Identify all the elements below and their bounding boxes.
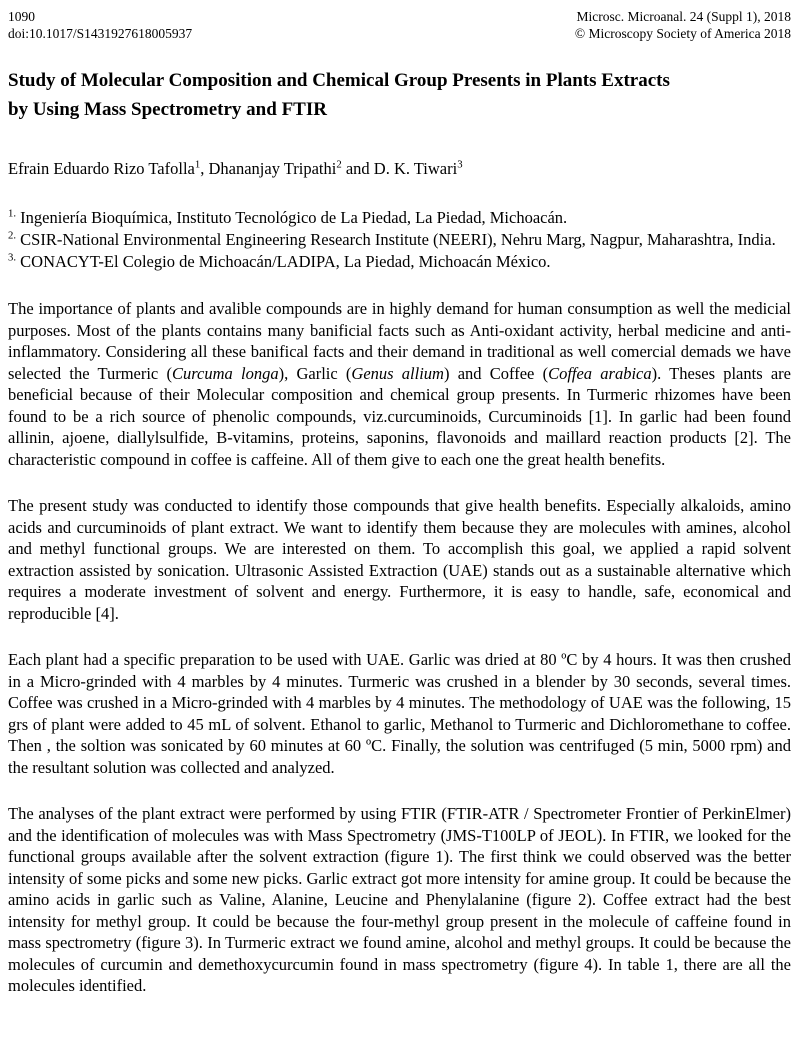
affiliation-3: $^{3.}$ CONACYT-El Colegio de Michoacán/LADIPA, La Piedad, Michoacán México. (8, 251, 551, 271)
paragraph-introduction: The importance of plants and avalible compounds are in highly demand for human consumption as well the medicial purposes. Most of the plants contains many banificial facts such as Anti-oxidant activity, herbal medicine and anti-inflammatory. Considering all these banifical facts and their demand in traditional as well comercial demads we have selected the Turmeric (Curcuma longa), Garlic (Genus allium) and Coffee (Coffea arabica). Theses plants are beneficial because of their Molecular composition and chemical group presents. In Turmeric rhizomes have been found to be a rich source of phenolic compounds, viz.curcuminoids, Curcuminoids [1]. In garlic had been found allinin, ajoene, diallylsulfide, B-vitamins, proteins, saponins, flavonoids and maillard reaction products [2]. The characteristic compound in coffee is caffeine. All of them give to each one the great health benefits. (8, 299, 792, 469)
doi-text: doi:10.1017/S1431927618005937 (8, 26, 193, 41)
paragraph-methods: Each plant had a specific preparation to be used with UAE. Garlic was dried at 80 ºC by 4 hours. It was then crushed in a Micro-grinded with 4 marbles by 4 minutes. Turmeric was crushed in a blender by 30 seconds, several times. Coffee was crushed in a Micro-grinded with 4 marbles by 4 minutes. The methodology of UAE was the following, 15 grs of plant were added to 45 mL of solvent. Ethanol to garlic, Methanol to Turmeric and Dichloromethane to coffee. Then , the soltion was sonicated by 60 minutes at 60 ºC. Finally, the solution was centrifuged (5 min, 5000 rpm) and the resultant solution was collected and analyzed. (8, 650, 791, 777)
affiliation-2: $^{2.}$ CSIR-National Environmental Engineering Research Institute (NEERI), Nehru Marg, Nagpur, Maharashtra, India. (8, 229, 776, 249)
copyright-line: © Microscopy Society of America 2018 (574, 26, 791, 41)
authors-line: Efrain Eduardo Rizo Tafolla$^1$, Dhananjay Tripathi$^2$ and D. K. Tiwari$^3$ (8, 158, 463, 178)
page-number: 1090 (8, 9, 35, 24)
affiliation-1: $^{1.}$ Ingeniería Bioquímica, Instituto Tecnológico de La Piedad, La Piedad, Michoacán. (8, 207, 568, 227)
paragraph-results: The analyses of the plant extract were performed by using FTIR (FTIR-ATR / Spectrometer Frontier of PerkinElmer) and the identification of molecules was with Mass Spectrometry (JMS-T100LP of JEOL). In FTIR, we looked for the functional groups available after the solvent extraction (figure 1). The first think we could observed was the better intensity of some picks and some new picks. Garlic extract got more intensity for amine group. It could be because the amino acids in garlic such as Valine, Alanine, Leucine and Phenylalanine (figure 2). Coffee extract had the best intensity for methyl group. It could be because the four-methyl group present in the molecule of caffeine found in mass spectrometry (figure 3). In Turmeric extract we found amine, alcohol and methyl groups. It could be because the molecules of curcumin and demethoxycurcumin found in mass spectrometry (figure 4). In table 1, there are all the molecules identified. (8, 804, 791, 995)
paragraph-study-aim: The present study was conducted to identify those compounds that give health benefits. Especially alkaloids, amino acids and curcuminoids of plant extract. We want to identify them because they are molecules with amines, alcohol and methyl functional groups. We are interested on them. To accomplish this goal, we applied a rapid solvent extraction assisted by sonication. Ultrasonic Assisted Extraction (UAE) stands out as a sustainable alternative which requires a moderate investment of solvent and energy. Furthermore, it is easy to handle, safe, economical and reproducible [4]. (8, 496, 791, 623)
page-header (8, 8, 791, 42)
header-left (8, 8, 192, 42)
journal-citation: Microsc. Microanal. 24 (Suppl 1), 2018 (576, 9, 791, 24)
header-right (575, 8, 791, 42)
affiliations-block (8, 207, 791, 273)
paper-title: Study of Molecular Composition and Chemical Group Presents in Plants Extracts by Using Mass Spectrometry and FTIR (8, 70, 670, 120)
